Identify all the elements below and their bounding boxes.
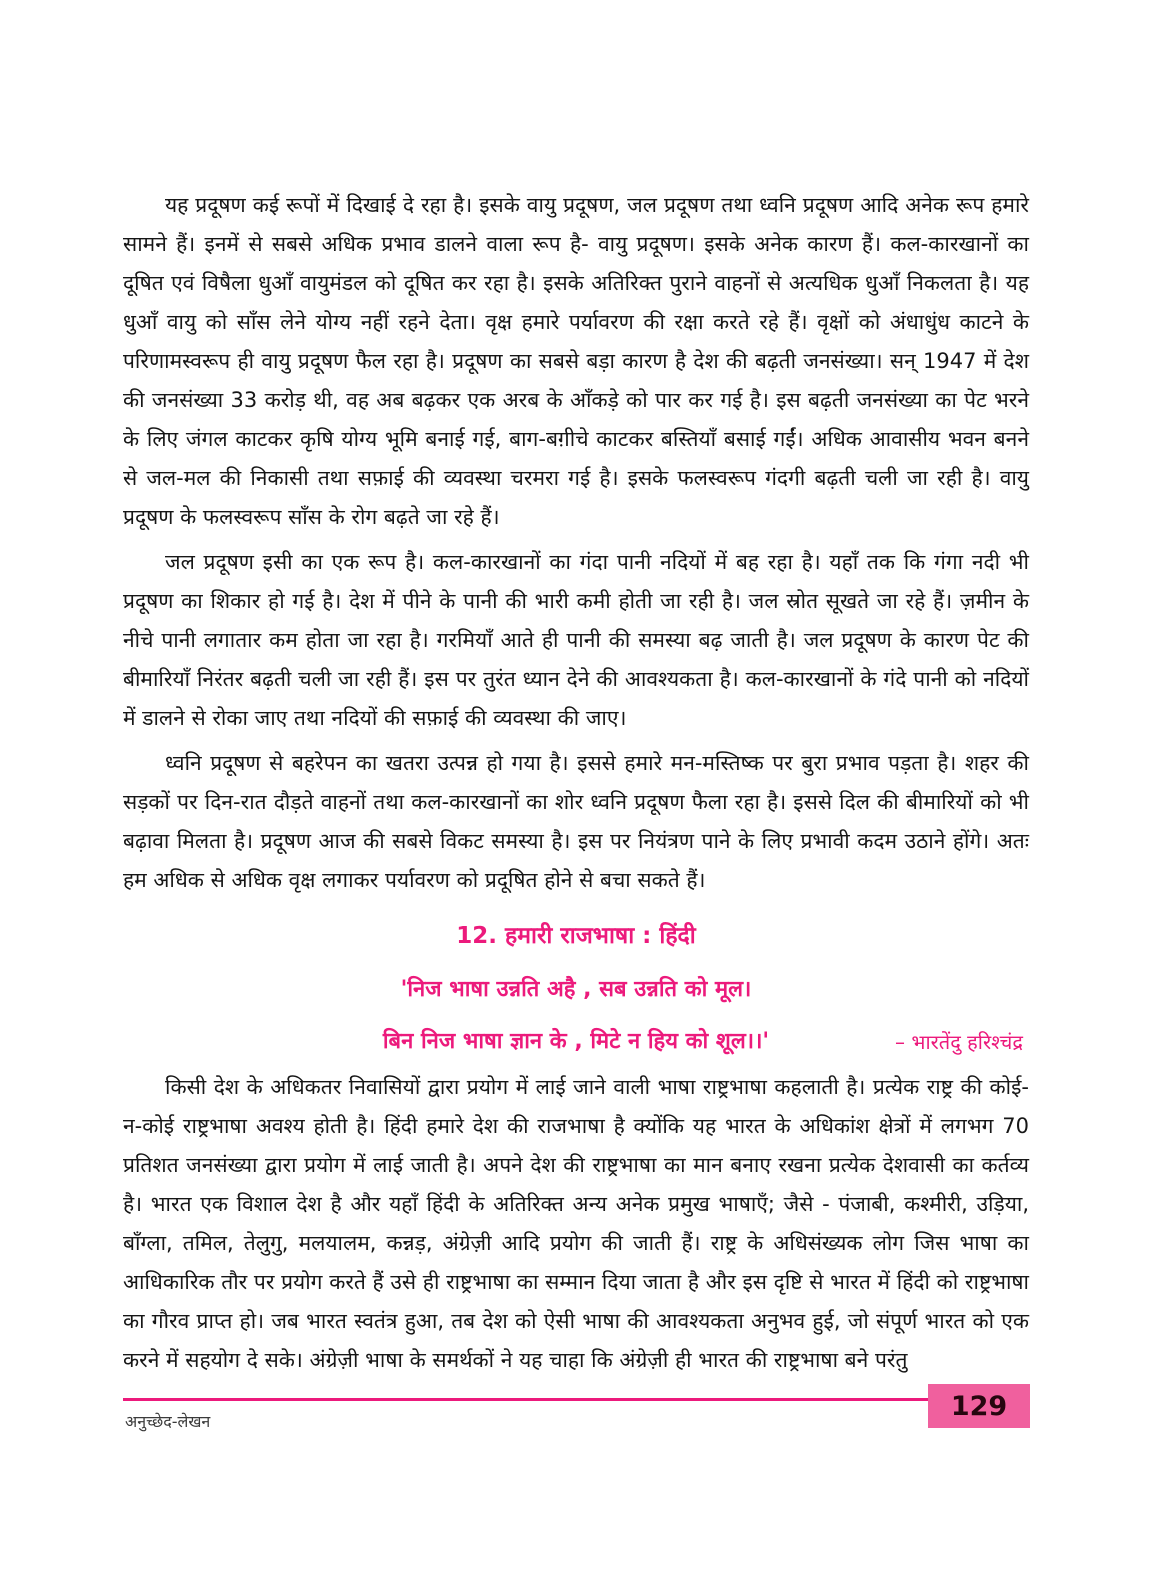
footer-rule <box>123 1398 1029 1401</box>
couplet-line-2: बिन निज भाषा ज्ञान के , मिटे न हिय को शूल।।' <box>382 1029 770 1054</box>
footer-chapter-label: अनुच्छेद-लेखन <box>125 1412 211 1431</box>
couplet-line-1: 'निज भाषा उन्नति अहै , सब उन्नति को मूल। <box>400 977 752 1002</box>
paragraph-air-pollution: यह प्रदूषण कई रूपों में दिखाई दे रहा है। इसके वायु प्रदूषण, जल प्रदूषण तथा ध्वनि प्रदूषण आदि अनेक रूप हमारे सामने हैं। इनमें से सबसे अधिक प्रभाव डालने वाला रूप है- वायु प्रदूषण। इसके अनेक कारण हैं। कल-कारखानों का दूषित एवं विषैला धुआँ वायुमंडल को दूषित कर रहा है। इसके अतिरिक्त पुराने वाहनों से अत्यधिक धुआँ निकलता है। यह धुआँ वायु को साँस लेने योग्य नहीं रहने देता। वृक्ष हमारे पर्यावरण की रक्षा करते रहे हैं। वृक्षों को अंधाधुंध काटने के परिणामस्वरूप ही वायु प्रदूषण फैल रहा है। प्रदूषण का सबसे बड़ा कारण है देश की बढ़ती जनसंख्या। सन् 1947 में देश की जनसंख्या 33 करोड़ थी, वह अब बढ़कर एक अरब के आँकड़े को पार कर गई है। इस बढ़ती जनसंख्या का पेट भरने के लिए जंगल काटकर कृषि योग्य भूमि बनाई गई, बाग-बग़ीचे काटकर बस्तियाँ बसाई गईं। अधिक आवासीय भवन बनने से जल-मल की निकासी तथा सफ़ाई की व्यवस्था चरमरा गई है। इसके फलस्वरूप गंदगी बढ़ती चली जा रही है। वायु प्रदूषण के फलस्वरूप साँस के रोग बढ़ते जा रहे हैं। <box>123 193 1029 529</box>
paragraph-noise-pollution: ध्वनि प्रदूषण से बहरेपन का खतरा उत्पन्न हो गया है। इससे हमारे मन-मस्तिष्क पर बुरा प्रभाव पड़ता है। शहर की सड़कों पर दिन-रात दौड़ते वाहनों तथा कल-कारखानों का शोर ध्वनि प्रदूषण फैला रहा है। इससे दिल की बीमारियों को भी बढ़ावा मिलता है। प्रदूषण आज की सबसे विकट समस्या है। इस पर नियंत्रण पाने के लिए प्रभावी कदम उठाने होंगे। अतः हम अधिक से अधिक वृक्ष लगाकर पर्यावरण को प्रदूषित होने से बचा सकते हैं। <box>123 751 1029 892</box>
paragraph-water-pollution: जल प्रदूषण इसी का एक रूप है। कल-कारखानों का गंदा पानी नदियों में बह रहा है। यहाँ तक कि गंगा नदी भी प्रदूषण का शिकार हो गई है। देश में पीने के पानी की भारी कमी होती जा रही है। जल स्रोत सूखते जा रहे हैं। ज़मीन के नीचे पानी लगातार कम होता जा रहा है। गरमियाँ आते ही पानी की समस्या बढ़ जाती है। जल प्रदूषण के कारण पेट की बीमारियाँ निरंतर बढ़ती चली जा रही हैं। इस पर तुरंत ध्यान देने की आवश्यकता है। कल-कारखानों के गंदे पानी को नदियों में डालने से रोका जाए तथा नदियों की सफ़ाई की व्यवस्था की जाए। <box>123 550 1029 730</box>
page-number: 129 <box>950 1390 1008 1422</box>
page-number-badge <box>928 1384 1030 1428</box>
section-heading: 12. हमारी राजभाषा : हिंदी <box>456 923 696 949</box>
page-content <box>123 186 1029 1386</box>
couplet-row-2 <box>123 1016 1029 1068</box>
paragraph-rashtrabhasha: किसी देश के अधिकतर निवासियों द्वारा प्रयोग में लाई जाने वाली भाषा राष्ट्रभाषा कहलाती है। प्रत्येक राष्ट्र की कोई-न-कोई राष्ट्रभाषा अवश्य होती है। हिंदी हमारे देश की राजभाषा है क्योंकि यह भारत के अधिकांश क्षेत्रों में लगभग 70 प्रतिशत जनसंख्या द्वारा प्रयोग में लाई जाती है। अपने देश की राष्ट्रभाषा का मान बनाए रखना प्रत्येक देशवासी का कर्तव्य है। भारत एक विशाल देश है और यहाँ हिंदी के अतिरिक्त अन्य अनेक प्रमुख भाषाएँ; जैसे - पंजाबी, कश्मीरी, उड़िया, बाँग्ला, तमिल, तेलुगु, मलयालम, कन्नड़, अंग्रेज़ी आदि प्रयोग की जाती हैं। राष्ट्र के अधिसंख्यक लोग जिस भाषा का आधिकारिक तौर पर प्रयोग करते हैं उसे ही राष्ट्रभाषा का सम्मान दिया जाता है और इस दृष्टि से भारत में हिंदी को राष्ट्रभाषा का गौरव प्राप्त हो। जब भारत स्वतंत्र हुआ, तब देश को ऐसी भाषा की आवश्यकता अनुभव हुई, जो संपूर्ण भारत को एक करने में सहयोग दे सके। अंग्रेज़ी भाषा के समर्थकों ने यह चाहा कि अंग्रेज़ी ही भारत की राष्ट्रभाषा बने परंतु <box>123 1075 1029 1372</box>
couplet-attribution: – भारतेंदु हरिश्चंद्र <box>895 1030 1023 1054</box>
